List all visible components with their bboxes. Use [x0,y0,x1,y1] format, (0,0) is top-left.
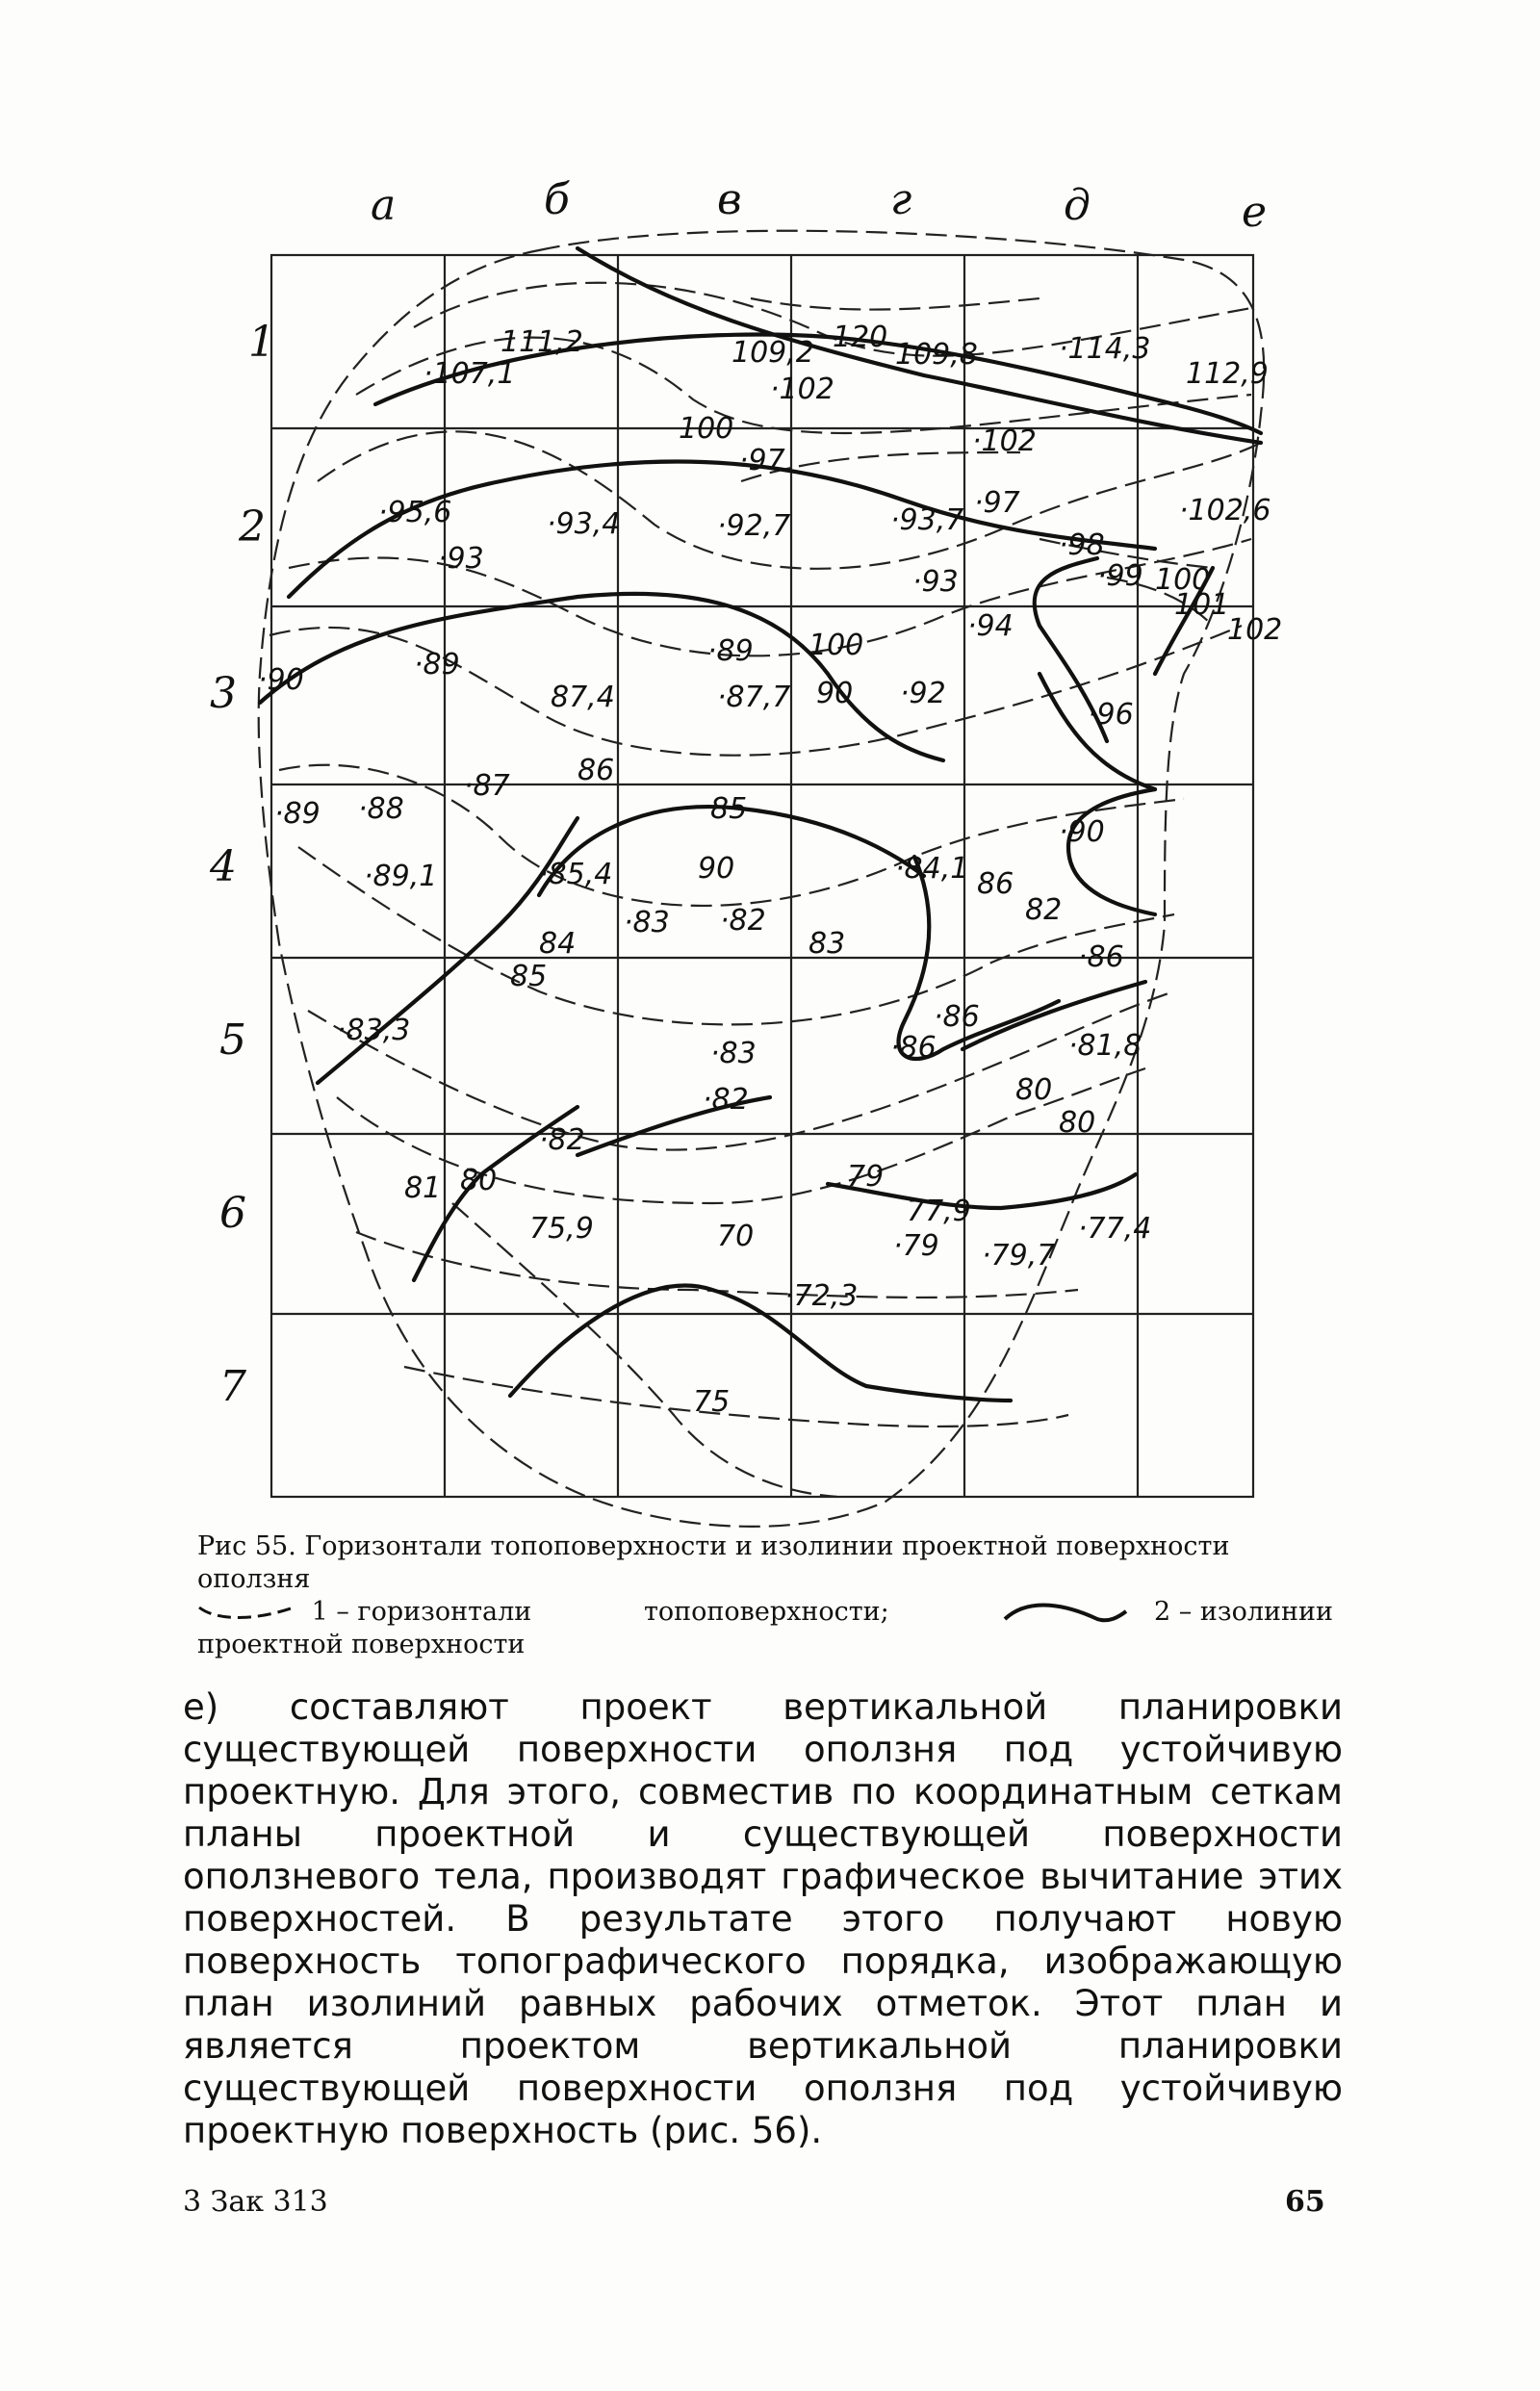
elevation-label: ·86 [890,1031,937,1065]
elevation-label: 100 [1155,563,1211,597]
elevation-label: 80 [1015,1073,1053,1107]
column-label-v: в [717,175,742,224]
caption-title: Рис 55. Горизонтали топоповерхности и изолинии проектной поверхности оползня [197,1531,1230,1594]
legend-2-label: 2 – изолинии [1154,1597,1333,1627]
elevation-label: ·96 [1088,698,1134,732]
elevation-label: 80 [460,1164,498,1197]
elevation-label: ·93 [438,542,484,576]
elevation-label: 111,2 [500,325,583,359]
legend-1-label: 1 – горизонтали [311,1597,532,1627]
elevation-label: ·92,7 [717,509,791,543]
elevation-label: ·83 [624,906,670,939]
caption-legend [197,1596,1333,1629]
elevation-label: ·79,7 [982,1239,1056,1273]
column-label-b: б [544,175,570,224]
column-label-g: г [890,175,912,224]
elevation-label: ·77,4 [1078,1212,1152,1246]
elevation-label: ·89,1 [364,860,438,893]
elevation-label: 101 [1174,588,1230,622]
column-label-a: а [371,181,397,230]
elevation-label: ·85,4 [539,858,613,891]
elevation-label: ·114,3 [1059,332,1151,366]
elevation-label: 70 [717,1220,755,1253]
footer-order-number: 3 Зак 313 [183,2185,328,2219]
elevation-label: 109,2 [732,336,814,370]
elevation-label: ·95,6 [378,496,452,529]
elevation-label: 79 [847,1160,885,1194]
solid-line-icon [1001,1602,1145,1625]
figure-caption [197,1530,1333,1661]
elevation-label: 83 [808,927,846,961]
elevation-label: 109,8 [895,338,978,372]
elevation-label: ·93 [912,565,959,599]
elevation-label: 84 [539,927,577,961]
elevation-label: 81 [404,1171,442,1205]
elevation-label: ·87,7 [717,681,791,714]
elevation-label: ·82 [720,904,766,938]
elevation-label: ·102 [972,424,1037,458]
elevation-label: ·92 [900,677,946,710]
legend-item-2 [1001,1596,1333,1629]
elevation-label: 112,9 [1186,357,1269,391]
elevation-label: 85 [510,960,548,993]
row-label-4: 4 [210,842,237,891]
elevation-label: ·97 [739,444,785,477]
elevation-label: ·79 [893,1229,939,1263]
legend-item-1 [197,1596,531,1629]
elevation-label: 75 [693,1385,731,1419]
elevation-label: ·89 [274,797,321,831]
elevation-label: ·86 [934,1000,980,1034]
elevation-label: ·107,1 [424,357,516,391]
dashed-line-icon [197,1604,303,1623]
elevation-label: ·99 [1097,559,1143,593]
legend-1-text: топоповерхности; [643,1597,889,1627]
row-label-3: 3 [210,669,237,718]
elevation-label: ·102,6 [1179,494,1271,527]
elevation-label: 80 [1059,1106,1096,1140]
elevation-label: ·86 [1078,940,1124,974]
elevation-label: 120 [833,321,888,354]
elevation-label: ·93,4 [547,507,621,541]
row-label-2: 2 [239,502,266,552]
elevation-label: 100 [679,412,734,446]
elevation-label: ·82 [703,1083,749,1117]
elevation-label: 82 [1025,893,1063,927]
elevation-label: ·82 [539,1123,585,1157]
elevation-label: ·90 [258,663,304,697]
elevation-label: ·94 [967,609,1014,643]
elevation-label: ·81,8 [1068,1029,1142,1063]
elevation-label: 102 [1227,613,1283,647]
page-number: 65 [1285,2185,1325,2219]
elevation-label: ·84,1 [895,852,969,886]
elevation-label: ·88 [358,792,404,826]
elevation-label: ·98 [1059,528,1105,562]
elevation-label: ·90 [1059,815,1105,849]
elevation-label: ·89 [707,634,754,668]
elevation-label: ·102 [770,373,834,406]
column-label-d: д [1064,181,1091,230]
elevation-label: 77,9 [907,1195,971,1228]
column-label-e: е [1242,188,1268,237]
row-label-1: 1 [248,318,275,367]
row-label-6: 6 [219,1189,246,1238]
row-label-5: 5 [219,1016,246,1065]
elevation-label: 90 [816,677,854,710]
elevation-label: 90 [698,852,735,886]
elevation-label: ·89 [414,648,460,681]
elevation-label: ·97 [974,486,1020,520]
elevation-label: 85 [710,792,748,826]
body-paragraph: е) составляют проект вертикальной планировки существующей поверхности оползня под устойчивую проектную. Для этого, совместив по координатным сеткам планы проектной и существующей поверхности оползневого тела, производят графическое вычитание этих поверхностей. В результате этого получают новую поверхность топографического порядка, изображающую план изолиний равных рабочих отметок. Этот план и является проектом вертикальной планировки существующей поверхности оползня под устойчивую проектную поверхность (рис. 56). [183,1686,1343,2151]
elevation-label: 86 [578,754,615,787]
elevation-label: 87,4 [551,681,615,714]
elevation-label: 75,9 [529,1212,594,1246]
elevation-label: ·72,3 [784,1279,859,1313]
legend-2-continuation: проектной поверхности [197,1630,526,1659]
elevation-label: ·93,7 [890,503,964,537]
row-label-7: 7 [219,1362,246,1411]
elevation-label: ·83,3 [337,1014,411,1047]
elevation-label: 100 [808,629,864,662]
elevation-label: ·87 [464,769,510,803]
elevation-label: 86 [977,867,1014,901]
elevation-label: ·83 [710,1037,757,1070]
